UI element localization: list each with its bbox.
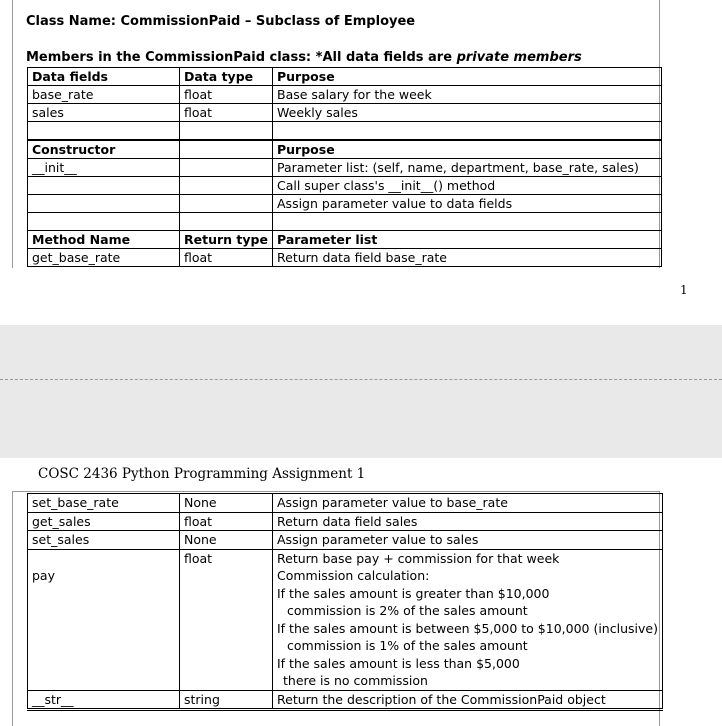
- document-page-2: [0, 458, 722, 725]
- page-gap: [0, 325, 722, 458]
- header-parameter-list: Parameter list: [273, 231, 662, 249]
- header-return-type: Return type: [180, 231, 273, 249]
- method-description: Commission calculation:: [273, 567, 663, 585]
- method-return-type: None: [180, 494, 273, 513]
- members-italic: private members: [456, 50, 582, 65]
- header-data-fields: Data fields: [28, 68, 180, 86]
- method-description: Return data field base_rate: [273, 249, 662, 267]
- members-heading: [26, 50, 582, 65]
- header-constructor-purpose: Purpose: [273, 141, 662, 159]
- method-name: get_base_rate: [28, 249, 180, 267]
- table-header-row: [28, 68, 662, 86]
- table-row: [28, 512, 663, 531]
- spacer-row: [28, 122, 662, 140]
- methods-table: [27, 230, 662, 267]
- table-row: [28, 567, 663, 585]
- table-row: [28, 549, 663, 567]
- table-header-row: [28, 231, 662, 249]
- method-return-type: None: [180, 531, 273, 550]
- header-method-name: Method Name: [28, 231, 180, 249]
- header-constructor: Constructor: [28, 141, 180, 159]
- table-row: [28, 104, 662, 122]
- method-name: set_base_rate: [28, 494, 180, 513]
- method-description: If the sales amount is less than $5,000: [273, 655, 663, 673]
- field-purpose: Weekly sales: [273, 104, 662, 122]
- method-description: If the sales amount is greater than $10,000: [273, 585, 663, 603]
- constructor-purpose-line: Call super class's __init__() method: [273, 177, 662, 195]
- method-description: If the sales amount is between $5,000 to $10,000 (inclusive): [273, 620, 663, 638]
- table-row: [28, 86, 662, 104]
- page-header: COSC 2436 Python Programming Assignment 1: [38, 466, 366, 482]
- table-row: [28, 159, 662, 177]
- method-description: Assign parameter value to base_rate: [273, 494, 663, 513]
- method-description: there is no commission: [273, 672, 663, 690]
- method-name: get_sales: [28, 512, 180, 531]
- constructor-purpose-line: Parameter list: (self, name, department, base_rate, sales): [273, 159, 662, 177]
- field-type: float: [180, 104, 273, 122]
- class-name-heading: Class Name: CommissionPaid – Subclass of Employee: [26, 14, 416, 29]
- spacer-row: [28, 213, 662, 231]
- method-return-type: string: [180, 690, 273, 710]
- method-description: Return the description of the CommissionPaid object: [273, 690, 663, 710]
- table-row: [28, 195, 662, 213]
- members-prefix: Members in the CommissionPaid class: *All data fields are: [26, 50, 457, 65]
- method-name: __str__: [28, 690, 180, 710]
- method-description: commission is 1% of the sales amount: [273, 637, 663, 655]
- field-purpose: Base salary for the week: [273, 86, 662, 104]
- table-row: [28, 141, 662, 159]
- constructor-name: __init__: [28, 159, 180, 177]
- method-return-type: float: [180, 512, 273, 531]
- method-description: Return base pay + commission for that week: [273, 549, 663, 567]
- table-row: [28, 249, 662, 267]
- table-row: [28, 177, 662, 195]
- header-purpose: Purpose: [273, 68, 662, 86]
- constructor-purpose-line: Assign parameter value to data fields: [273, 195, 662, 213]
- method-name: set_sales: [28, 531, 180, 550]
- field-name: base_rate: [28, 86, 180, 104]
- field-type: float: [180, 86, 273, 104]
- method-return-type: float: [180, 249, 273, 267]
- method-return-type: float: [180, 549, 273, 567]
- header-data-type: Data type: [180, 68, 273, 86]
- table-row: [28, 494, 663, 513]
- document-page-1: [0, 0, 722, 325]
- field-name: sales: [28, 104, 180, 122]
- data-fields-table: [27, 67, 662, 140]
- constructor-table: [27, 140, 662, 231]
- method-description: commission is 2% of the sales amount: [273, 602, 663, 620]
- page-break-line: [0, 379, 722, 380]
- method-description: Return data field sales: [273, 512, 663, 531]
- page-number: 1: [680, 283, 688, 297]
- method-description: Assign parameter value to sales: [273, 531, 663, 550]
- table-row: [28, 531, 663, 550]
- table-row: [28, 690, 663, 710]
- methods-table-continued: [27, 493, 663, 711]
- method-name: pay: [28, 567, 180, 585]
